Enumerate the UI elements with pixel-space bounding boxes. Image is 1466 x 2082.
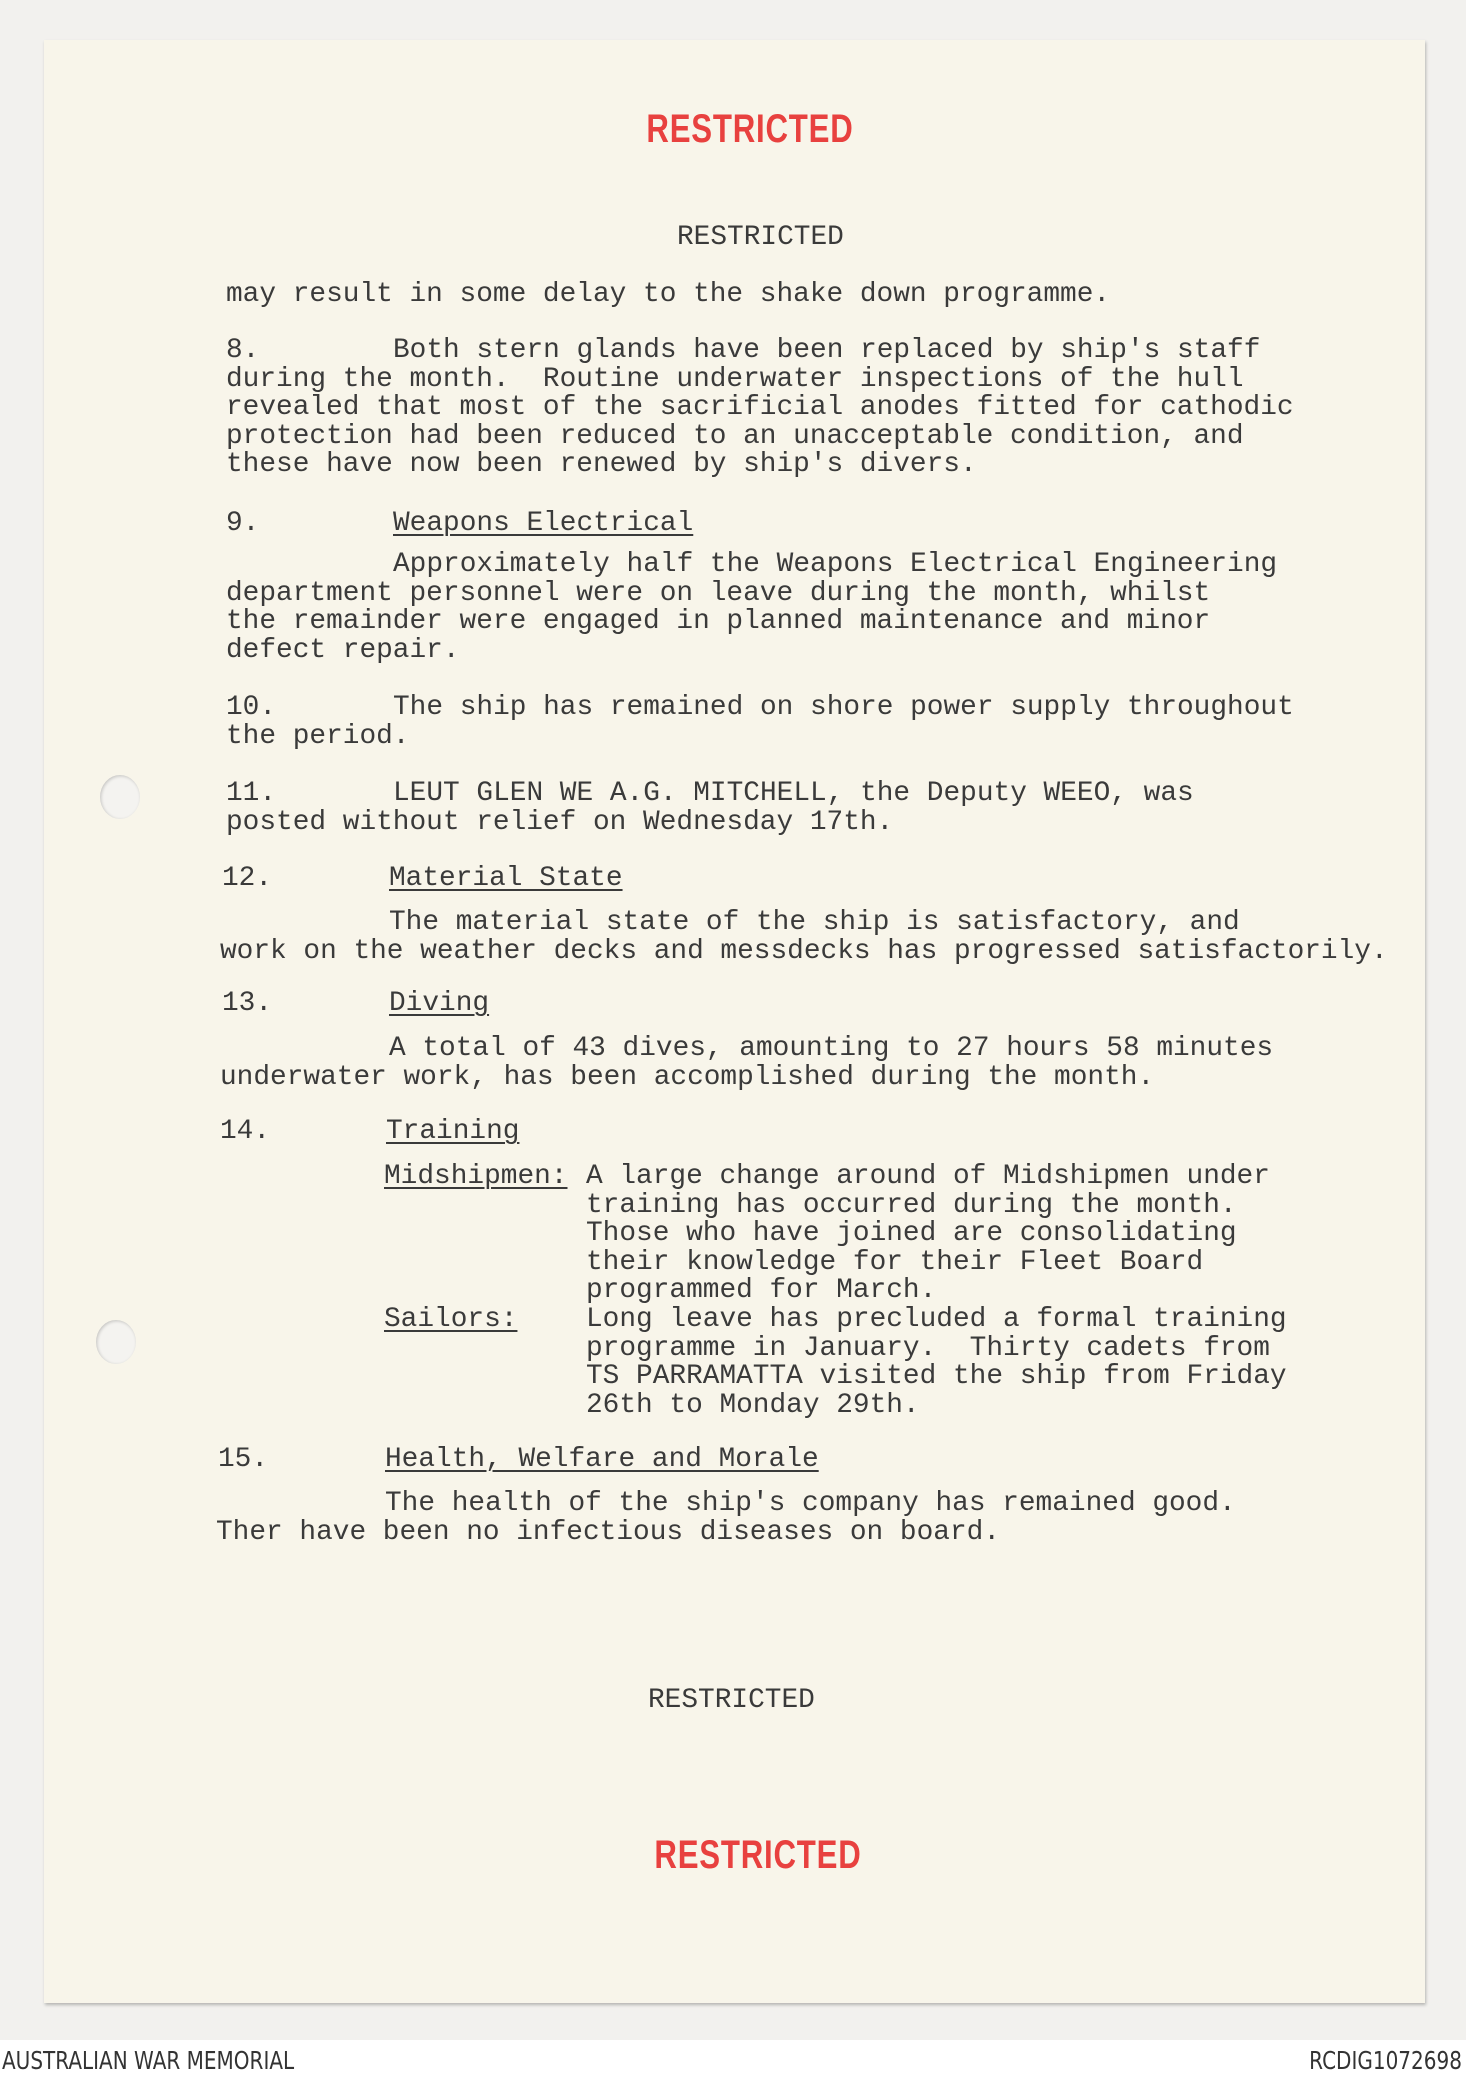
midshipmen-line: Those who have joined are consolidating (586, 1218, 1237, 1249)
restricted-stamp-bottom: RESTRICTED (654, 1833, 862, 1877)
restricted-stamp-top: RESTRICTED (646, 107, 854, 151)
para-11-line: posted without relief on Wednesday 17th. (226, 807, 894, 838)
punch-hole (96, 1320, 136, 1364)
para-15-line: Ther have been no infectious diseases on board. (216, 1517, 1000, 1548)
para-9-line: department personnel were on leave during the month, whilst (226, 578, 1211, 609)
header-classification: RESTRICTED (677, 222, 844, 253)
section-heading-health-welfare-morale: Health, Welfare and Morale (385, 1444, 819, 1475)
para-number-14: 14. (220, 1116, 271, 1147)
para-12-line: The material state of the ship is satisfactory, and (389, 907, 1240, 938)
sailors-line: 26th to Monday 29th. (586, 1390, 920, 1421)
midshipmen-label: Midshipmen: (384, 1161, 568, 1192)
archive-id: RCDIG1072698 (1309, 2046, 1462, 2075)
midshipmen-line: A large change around of Midshipmen under (586, 1161, 1270, 1192)
para-13-line: A total of 43 dives, amounting to 27 hours 58 minutes (389, 1033, 1274, 1064)
sailors-line: programme in January. Thirty cadets from (586, 1333, 1270, 1364)
para-9-line: Approximately half the Weapons Electrical Engineering (393, 549, 1278, 580)
para-8-line: Both stern glands have been replaced by ship's staff (393, 335, 1261, 366)
para-10-line: The ship has remained on shore power supply throughout (393, 692, 1294, 723)
para-number-10: 10. (226, 692, 277, 723)
archive-credit: AUSTRALIAN WAR MEMORIAL (2, 2046, 295, 2075)
para-8-line: protection had been reduced to an unacceptable condition, and (226, 421, 1244, 452)
para-8-line: revealed that most of the sacrificial anodes fitted for cathodic (226, 392, 1294, 423)
para-8-line: these have now been renewed by ship's divers. (226, 449, 977, 480)
para-12-line: work on the weather decks and messdecks has progressed satisfactorily. (220, 936, 1388, 967)
footer-classification: RESTRICTED (648, 1685, 815, 1716)
section-heading-diving: Diving (389, 988, 490, 1019)
midshipmen-line: their knowledge for their Fleet Board (586, 1247, 1204, 1278)
punch-hole (100, 775, 140, 819)
midshipmen-line: programmed for March. (586, 1275, 937, 1306)
section-heading-material-state: Material State (389, 863, 623, 894)
sailors-label: Sailors: (384, 1304, 518, 1335)
para-number-12: 12. (222, 863, 273, 894)
section-heading-training: Training (386, 1116, 520, 1147)
para-10-line: the period. (226, 721, 410, 752)
para-8-line: during the month. Routine underwater inspections of the hull (226, 364, 1244, 395)
para-15-line: The health of the ship's company has remained good. (385, 1488, 1236, 1519)
para-number-8: 8. (226, 335, 260, 366)
para-number-15: 15. (218, 1444, 269, 1475)
para-9-line: defect repair. (226, 635, 460, 666)
para-13-line: underwater work, has been accomplished during the month. (220, 1062, 1155, 1093)
section-heading-weapons-electrical: Weapons Electrical (393, 508, 694, 539)
para-number-9: 9. (226, 508, 260, 539)
para-number-13: 13. (222, 988, 273, 1019)
para-11-line: LEUT GLEN WE A.G. MITCHELL, the Deputy WEEO, was (393, 778, 1194, 809)
sailors-line: Long leave has precluded a formal training (586, 1304, 1287, 1335)
continuation-text: may result in some delay to the shake down programme. (226, 279, 1111, 310)
para-9-line: the remainder were engaged in planned maintenance and minor (226, 606, 1211, 637)
sailors-line: TS PARRAMATTA visited the ship from Friday (586, 1361, 1287, 1392)
midshipmen-line: training has occurred during the month. (586, 1190, 1237, 1221)
para-number-11: 11. (226, 778, 277, 809)
